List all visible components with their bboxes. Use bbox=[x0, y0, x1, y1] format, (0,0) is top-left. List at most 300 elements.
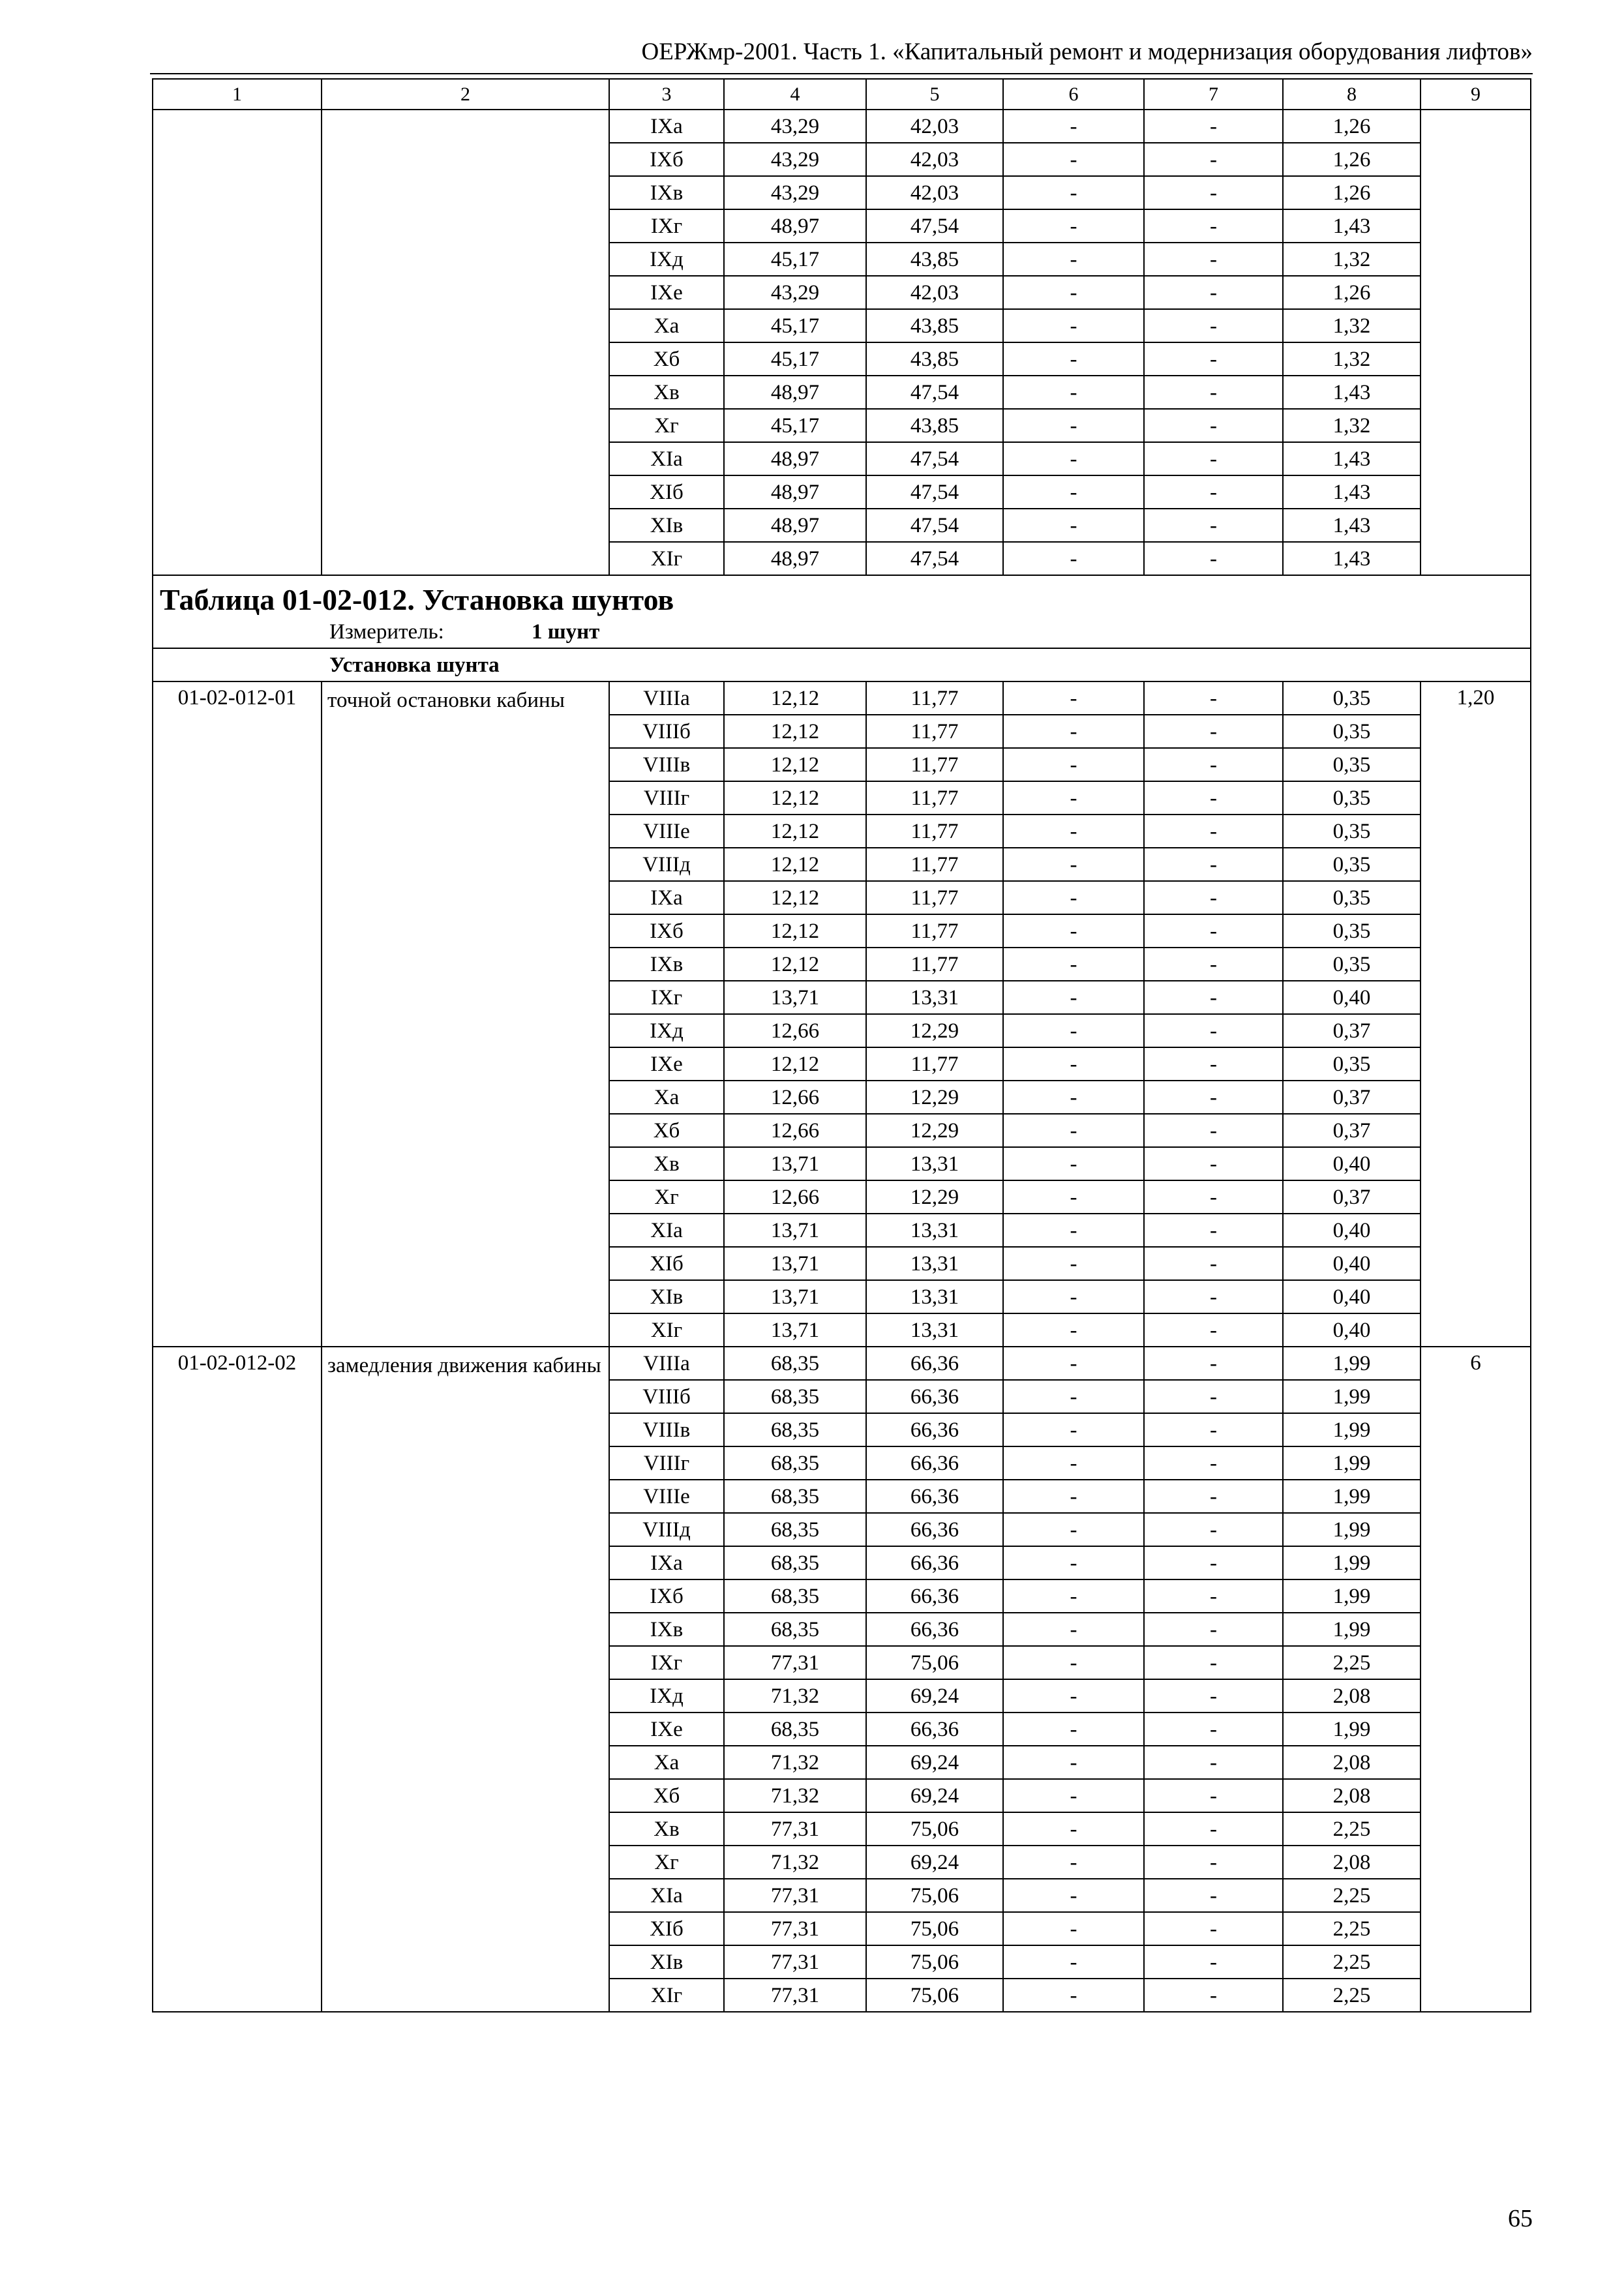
value-cell: 68,35 bbox=[724, 1513, 866, 1546]
value-cell: 2,25 bbox=[1283, 1812, 1421, 1846]
value-cell: - bbox=[1144, 815, 1283, 848]
index-cell: XIа bbox=[609, 442, 724, 475]
value-cell: - bbox=[1144, 243, 1283, 276]
value-cell: - bbox=[1003, 948, 1144, 981]
index-cell: XIв bbox=[609, 509, 724, 542]
index-cell: VIIIб bbox=[609, 1380, 724, 1413]
value-cell: 66,36 bbox=[866, 1513, 1003, 1546]
value-cell: - bbox=[1144, 1579, 1283, 1613]
value-cell: 48,97 bbox=[724, 542, 866, 575]
index-cell: Xг bbox=[609, 1180, 724, 1214]
value-cell: 12,66 bbox=[724, 1180, 866, 1214]
value-cell: - bbox=[1003, 1646, 1144, 1679]
value-cell: - bbox=[1144, 1546, 1283, 1579]
value-cell: - bbox=[1003, 176, 1144, 209]
value-cell: 13,31 bbox=[866, 981, 1003, 1014]
value-cell: 13,71 bbox=[724, 1280, 866, 1313]
value-cell: 0,40 bbox=[1283, 981, 1421, 1014]
value-cell: - bbox=[1144, 1713, 1283, 1746]
value-cell: - bbox=[1144, 1513, 1283, 1546]
value-cell: 68,35 bbox=[724, 1413, 866, 1446]
value-cell: 12,12 bbox=[724, 881, 866, 914]
value-cell: 12,12 bbox=[724, 748, 866, 781]
meter-label: Измеритель: bbox=[329, 620, 444, 644]
value-cell: - bbox=[1003, 914, 1144, 948]
value-cell: 11,77 bbox=[866, 781, 1003, 815]
value-cell: 43,29 bbox=[724, 143, 866, 176]
index-cell: Xб bbox=[609, 1779, 724, 1812]
value-cell: - bbox=[1003, 542, 1144, 575]
index-cell: XIг bbox=[609, 1979, 724, 2012]
value-cell: 1,43 bbox=[1283, 509, 1421, 542]
value-cell: - bbox=[1144, 1746, 1283, 1779]
value-cell: 12,66 bbox=[724, 1114, 866, 1147]
value-cell: - bbox=[1003, 1779, 1144, 1812]
value-cell: 43,85 bbox=[866, 409, 1003, 442]
value-cell: - bbox=[1003, 1147, 1144, 1180]
index-cell: IXа bbox=[609, 110, 724, 143]
value-cell: - bbox=[1003, 409, 1144, 442]
index-cell: VIIIг bbox=[609, 781, 724, 815]
value-cell: 12,12 bbox=[724, 715, 866, 748]
value-cell: - bbox=[1144, 1313, 1283, 1347]
value-cell: - bbox=[1003, 1979, 1144, 2012]
running-header: ОЕРЖмр-2001. Часть 1. «Капитальный ремонт и модернизация оборудования лифтов» bbox=[641, 38, 1533, 65]
column-number: 9 bbox=[1421, 79, 1531, 110]
value-cell: 13,71 bbox=[724, 1147, 866, 1180]
value-cell: 2,25 bbox=[1283, 1979, 1421, 2012]
value-cell: 66,36 bbox=[866, 1380, 1003, 1413]
index-cell: IXг bbox=[609, 981, 724, 1014]
value-cell: 1,99 bbox=[1283, 1513, 1421, 1546]
index-cell: IXе bbox=[609, 1713, 724, 1746]
value-cell: 43,29 bbox=[724, 110, 866, 143]
value-cell: - bbox=[1144, 1081, 1283, 1114]
value-cell: 11,77 bbox=[866, 681, 1003, 715]
value-cell: - bbox=[1144, 748, 1283, 781]
value-cell: 68,35 bbox=[724, 1347, 866, 1380]
value-cell: 0,37 bbox=[1283, 1180, 1421, 1214]
value-cell: - bbox=[1144, 342, 1283, 376]
index-cell: XIб bbox=[609, 1912, 724, 1945]
value-cell: 2,08 bbox=[1283, 1779, 1421, 1812]
value-cell: 45,17 bbox=[724, 409, 866, 442]
index-cell: IXв bbox=[609, 176, 724, 209]
index-cell: VIIIа bbox=[609, 1347, 724, 1380]
value-cell: - bbox=[1003, 1679, 1144, 1713]
value-cell: 1,32 bbox=[1283, 409, 1421, 442]
value-cell: - bbox=[1003, 1081, 1144, 1114]
value-cell: 75,06 bbox=[866, 1879, 1003, 1912]
index-cell: VIIIв bbox=[609, 1413, 724, 1446]
value-cell: - bbox=[1003, 442, 1144, 475]
index-cell: Xа bbox=[609, 309, 724, 342]
index-cell: VIIIа bbox=[609, 681, 724, 715]
value-cell: 11,77 bbox=[866, 948, 1003, 981]
value-cell: 42,03 bbox=[866, 176, 1003, 209]
value-cell: - bbox=[1144, 1347, 1283, 1380]
value-cell: 1,99 bbox=[1283, 1613, 1421, 1646]
value-cell: - bbox=[1003, 881, 1144, 914]
value-cell: 48,97 bbox=[724, 209, 866, 243]
value-cell: 1,99 bbox=[1283, 1713, 1421, 1746]
value-cell: - bbox=[1003, 1846, 1144, 1879]
value-cell: - bbox=[1003, 981, 1144, 1014]
value-cell: - bbox=[1003, 1280, 1144, 1313]
value-cell: 77,31 bbox=[724, 1945, 866, 1979]
value-cell: 69,24 bbox=[866, 1679, 1003, 1713]
value-cell: 45,17 bbox=[724, 342, 866, 376]
value-cell: 0,35 bbox=[1283, 781, 1421, 815]
value-cell: - bbox=[1144, 1280, 1283, 1313]
value-cell: 68,35 bbox=[724, 1579, 866, 1613]
value-cell: - bbox=[1144, 1613, 1283, 1646]
index-cell: Xг bbox=[609, 409, 724, 442]
value-cell: - bbox=[1144, 948, 1283, 981]
value-cell: - bbox=[1144, 309, 1283, 342]
value-cell: 1,99 bbox=[1283, 1413, 1421, 1446]
value-cell: 13,31 bbox=[866, 1147, 1003, 1180]
value-cell: 2,08 bbox=[1283, 1746, 1421, 1779]
value-cell: 77,31 bbox=[724, 1912, 866, 1945]
item-code: 01-02-012-02 bbox=[153, 1347, 322, 2012]
value-cell: 43,85 bbox=[866, 342, 1003, 376]
value-cell: 0,35 bbox=[1283, 681, 1421, 715]
value-cell: 66,36 bbox=[866, 1579, 1003, 1613]
value-cell: 2,25 bbox=[1283, 1879, 1421, 1912]
value-cell: 45,17 bbox=[724, 309, 866, 342]
value-cell: 0,35 bbox=[1283, 948, 1421, 981]
index-cell: IXе bbox=[609, 276, 724, 309]
value-cell: - bbox=[1003, 1480, 1144, 1513]
value-cell: 12,29 bbox=[866, 1014, 1003, 1047]
index-cell: IXа bbox=[609, 881, 724, 914]
value-cell: - bbox=[1144, 209, 1283, 243]
value-cell: 0,35 bbox=[1283, 1047, 1421, 1081]
value-cell: 68,35 bbox=[724, 1380, 866, 1413]
value-cell: 75,06 bbox=[866, 1912, 1003, 1945]
value-cell: 69,24 bbox=[866, 1746, 1003, 1779]
index-cell: VIIIг bbox=[609, 1446, 724, 1480]
index-cell: Xг bbox=[609, 1846, 724, 1879]
value-cell: - bbox=[1144, 1912, 1283, 1945]
value-cell: 0,40 bbox=[1283, 1247, 1421, 1280]
value-cell: 43,29 bbox=[724, 176, 866, 209]
value-cell: - bbox=[1003, 1945, 1144, 1979]
value-cell: 1,32 bbox=[1283, 243, 1421, 276]
code-cell bbox=[153, 110, 322, 575]
value-cell: 12,12 bbox=[724, 848, 866, 881]
index-cell: Xа bbox=[609, 1746, 724, 1779]
value-cell: - bbox=[1144, 914, 1283, 948]
value-cell: - bbox=[1144, 475, 1283, 509]
value-cell: 11,77 bbox=[866, 914, 1003, 948]
index-cell: XIв bbox=[609, 1280, 724, 1313]
index-cell: IXв bbox=[609, 1613, 724, 1646]
value-cell: 13,31 bbox=[866, 1313, 1003, 1347]
value-cell: 69,24 bbox=[866, 1846, 1003, 1879]
column-number: 4 bbox=[724, 79, 866, 110]
value-cell: - bbox=[1144, 1413, 1283, 1446]
value-cell: 12,29 bbox=[866, 1114, 1003, 1147]
value-cell: 66,36 bbox=[866, 1347, 1003, 1380]
value-cell: 75,06 bbox=[866, 1812, 1003, 1846]
table-title: Таблица 01-02-012. Установка шунтов bbox=[160, 583, 674, 616]
value-cell: - bbox=[1003, 1912, 1144, 1945]
meter bbox=[153, 619, 1530, 648]
value-cell: 12,12 bbox=[724, 815, 866, 848]
value-cell: 68,35 bbox=[724, 1446, 866, 1480]
value-cell: 13,31 bbox=[866, 1214, 1003, 1247]
value-cell: - bbox=[1003, 1380, 1144, 1413]
value-cell: - bbox=[1144, 276, 1283, 309]
value-cell: 1,26 bbox=[1283, 143, 1421, 176]
value-cell: 0,37 bbox=[1283, 1081, 1421, 1114]
index-cell: VIIIд bbox=[609, 1513, 724, 1546]
value-cell: 75,06 bbox=[866, 1945, 1003, 1979]
value-cell: 1,26 bbox=[1283, 176, 1421, 209]
value-cell: 42,03 bbox=[866, 143, 1003, 176]
index-cell: XIа bbox=[609, 1879, 724, 1912]
value-cell: - bbox=[1003, 1347, 1144, 1380]
value-cell: 47,54 bbox=[866, 542, 1003, 575]
index-cell: Xв bbox=[609, 1812, 724, 1846]
value-cell: - bbox=[1003, 1180, 1144, 1214]
value-cell: 11,77 bbox=[866, 748, 1003, 781]
value-cell: 75,06 bbox=[866, 1979, 1003, 2012]
value-cell: 13,71 bbox=[724, 1247, 866, 1280]
value-cell: - bbox=[1003, 1812, 1144, 1846]
value-cell: 12,29 bbox=[866, 1081, 1003, 1114]
table-row bbox=[153, 110, 1531, 143]
value-cell: 1,43 bbox=[1283, 475, 1421, 509]
table-title-row bbox=[153, 575, 1531, 648]
value-cell: 1,43 bbox=[1283, 442, 1421, 475]
value-cell: 47,54 bbox=[866, 442, 1003, 475]
value-cell: 68,35 bbox=[724, 1546, 866, 1579]
value-cell: 1,99 bbox=[1283, 1546, 1421, 1579]
value-cell: 1,43 bbox=[1283, 376, 1421, 409]
value-cell: 0,35 bbox=[1283, 914, 1421, 948]
value-cell: - bbox=[1144, 542, 1283, 575]
value-cell: - bbox=[1003, 475, 1144, 509]
value-cell: - bbox=[1144, 1114, 1283, 1147]
header-rule bbox=[150, 73, 1533, 74]
col9-cell bbox=[1421, 110, 1531, 575]
value-cell: 48,97 bbox=[724, 509, 866, 542]
value-cell: 71,32 bbox=[724, 1679, 866, 1713]
value-cell: 66,36 bbox=[866, 1480, 1003, 1513]
value-cell: 48,97 bbox=[724, 376, 866, 409]
value-cell: - bbox=[1144, 1679, 1283, 1713]
value-cell: 69,24 bbox=[866, 1779, 1003, 1812]
value-cell: - bbox=[1003, 509, 1144, 542]
value-cell: 68,35 bbox=[724, 1713, 866, 1746]
value-cell: 43,85 bbox=[866, 309, 1003, 342]
rates-table bbox=[152, 78, 1531, 2012]
value-cell: 1,99 bbox=[1283, 1579, 1421, 1613]
column-number: 7 bbox=[1144, 79, 1283, 110]
value-cell: - bbox=[1003, 110, 1144, 143]
column-number: 6 bbox=[1003, 79, 1144, 110]
value-cell: 75,06 bbox=[866, 1646, 1003, 1679]
value-cell: - bbox=[1003, 815, 1144, 848]
value-cell: 71,32 bbox=[724, 1746, 866, 1779]
value-cell: 2,08 bbox=[1283, 1846, 1421, 1879]
value-cell: - bbox=[1003, 342, 1144, 376]
value-cell: 1,99 bbox=[1283, 1380, 1421, 1413]
value-cell: 1,99 bbox=[1283, 1480, 1421, 1513]
column-number: 8 bbox=[1283, 79, 1421, 110]
value-cell: - bbox=[1144, 1214, 1283, 1247]
value-cell: - bbox=[1003, 781, 1144, 815]
item-col9: 6 bbox=[1421, 1347, 1531, 2012]
value-cell: 1,99 bbox=[1283, 1446, 1421, 1480]
value-cell: - bbox=[1003, 1047, 1144, 1081]
value-cell: - bbox=[1144, 1480, 1283, 1513]
index-cell: XIг bbox=[609, 542, 724, 575]
index-cell: IXб bbox=[609, 914, 724, 948]
value-cell: 12,12 bbox=[724, 681, 866, 715]
index-cell: XIг bbox=[609, 1313, 724, 1347]
index-cell: XIв bbox=[609, 1945, 724, 1979]
value-cell: 1,99 bbox=[1283, 1347, 1421, 1380]
value-cell: 0,40 bbox=[1283, 1280, 1421, 1313]
section-row bbox=[153, 648, 1531, 681]
value-cell: - bbox=[1144, 110, 1283, 143]
value-cell: 1,43 bbox=[1283, 542, 1421, 575]
value-cell: - bbox=[1003, 1546, 1144, 1579]
value-cell: 12,12 bbox=[724, 914, 866, 948]
value-cell: 13,71 bbox=[724, 1313, 866, 1347]
value-cell: 11,77 bbox=[866, 881, 1003, 914]
value-cell: 1,26 bbox=[1283, 276, 1421, 309]
value-cell: 0,37 bbox=[1283, 1114, 1421, 1147]
value-cell: 11,77 bbox=[866, 715, 1003, 748]
value-cell: 13,31 bbox=[866, 1247, 1003, 1280]
item-name: точной остановки кабины bbox=[322, 681, 609, 1347]
value-cell: - bbox=[1144, 1180, 1283, 1214]
value-cell: - bbox=[1144, 509, 1283, 542]
value-cell: - bbox=[1144, 1147, 1283, 1180]
index-cell: IXв bbox=[609, 948, 724, 981]
value-cell: 1,26 bbox=[1283, 110, 1421, 143]
value-cell: 42,03 bbox=[866, 276, 1003, 309]
value-cell: 77,31 bbox=[724, 1812, 866, 1846]
name-cell bbox=[322, 110, 609, 575]
value-cell: - bbox=[1003, 715, 1144, 748]
value-cell: - bbox=[1144, 1879, 1283, 1912]
index-cell: Xб bbox=[609, 342, 724, 376]
value-cell: 12,66 bbox=[724, 1081, 866, 1114]
index-cell: IXб bbox=[609, 143, 724, 176]
value-cell: - bbox=[1003, 1214, 1144, 1247]
index-cell: IXг bbox=[609, 1646, 724, 1679]
value-cell: - bbox=[1003, 309, 1144, 342]
value-cell: 0,35 bbox=[1283, 815, 1421, 848]
value-cell: - bbox=[1144, 1779, 1283, 1812]
value-cell: 77,31 bbox=[724, 1646, 866, 1679]
value-cell: - bbox=[1003, 1613, 1144, 1646]
value-cell: 2,08 bbox=[1283, 1679, 1421, 1713]
value-cell: - bbox=[1003, 209, 1144, 243]
value-cell: 71,32 bbox=[724, 1846, 866, 1879]
column-number: 3 bbox=[609, 79, 724, 110]
value-cell: 45,17 bbox=[724, 243, 866, 276]
value-cell: 0,35 bbox=[1283, 715, 1421, 748]
value-cell: 13,71 bbox=[724, 1214, 866, 1247]
table-body bbox=[153, 79, 1531, 2012]
value-cell: 66,36 bbox=[866, 1713, 1003, 1746]
value-cell: - bbox=[1003, 1713, 1144, 1746]
value-cell: 11,77 bbox=[866, 1047, 1003, 1081]
value-cell: 71,32 bbox=[724, 1779, 866, 1812]
value-cell: 0,40 bbox=[1283, 1147, 1421, 1180]
value-cell: - bbox=[1003, 143, 1144, 176]
index-cell: Xв bbox=[609, 1147, 724, 1180]
value-cell: - bbox=[1144, 176, 1283, 209]
value-cell: - bbox=[1144, 781, 1283, 815]
value-cell: 12,29 bbox=[866, 1180, 1003, 1214]
index-cell: XIб bbox=[609, 1247, 724, 1280]
value-cell: - bbox=[1144, 1812, 1283, 1846]
value-cell: 48,97 bbox=[724, 442, 866, 475]
value-cell: 66,36 bbox=[866, 1413, 1003, 1446]
table-row bbox=[153, 681, 1531, 715]
value-cell: 1,32 bbox=[1283, 309, 1421, 342]
value-cell: 11,77 bbox=[866, 848, 1003, 881]
index-cell: IXб bbox=[609, 1579, 724, 1613]
index-cell: VIIIв bbox=[609, 748, 724, 781]
value-cell: 47,54 bbox=[866, 209, 1003, 243]
value-cell: 77,31 bbox=[724, 1879, 866, 1912]
index-cell: IXд bbox=[609, 1679, 724, 1713]
value-cell: - bbox=[1144, 1945, 1283, 1979]
item-code: 01-02-012-01 bbox=[153, 681, 322, 1347]
index-cell: IXг bbox=[609, 209, 724, 243]
value-cell: - bbox=[1144, 1979, 1283, 2012]
section-title: Установка шунта bbox=[153, 648, 1531, 681]
value-cell: 66,36 bbox=[866, 1446, 1003, 1480]
value-cell: 0,40 bbox=[1283, 1214, 1421, 1247]
value-cell: 12,12 bbox=[724, 1047, 866, 1081]
table-title-cell bbox=[153, 575, 1531, 648]
value-cell: - bbox=[1003, 681, 1144, 715]
value-cell: 13,71 bbox=[724, 981, 866, 1014]
value-cell: 13,31 bbox=[866, 1280, 1003, 1313]
value-cell: 66,36 bbox=[866, 1613, 1003, 1646]
value-cell: - bbox=[1003, 1579, 1144, 1613]
value-cell: - bbox=[1144, 143, 1283, 176]
meter-value: 1 шунт bbox=[532, 620, 600, 644]
value-cell: 1,32 bbox=[1283, 342, 1421, 376]
item-name: замедления движения кабины bbox=[322, 1347, 609, 2012]
value-cell: - bbox=[1144, 1014, 1283, 1047]
item-col9: 1,20 bbox=[1421, 681, 1531, 1347]
value-cell: - bbox=[1144, 681, 1283, 715]
index-cell: XIб bbox=[609, 475, 724, 509]
value-cell: - bbox=[1003, 1746, 1144, 1779]
value-cell: 48,97 bbox=[724, 475, 866, 509]
value-cell: 0,37 bbox=[1283, 1014, 1421, 1047]
value-cell: - bbox=[1003, 1247, 1144, 1280]
index-cell: VIIIе bbox=[609, 815, 724, 848]
value-cell: 77,31 bbox=[724, 1979, 866, 2012]
value-cell: - bbox=[1003, 1413, 1144, 1446]
index-cell: Xа bbox=[609, 1081, 724, 1114]
value-cell: 66,36 bbox=[866, 1546, 1003, 1579]
value-cell: - bbox=[1003, 1879, 1144, 1912]
